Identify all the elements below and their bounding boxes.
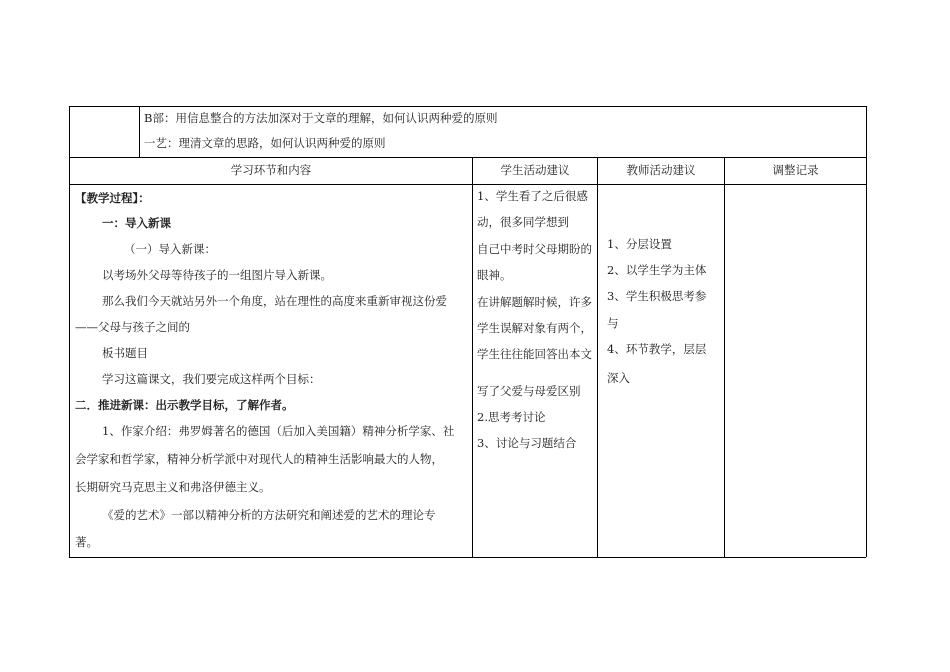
paragraph-5b: 会学家和哲学家，精神分析学派中对现代人的精神生活影响最大的人物， (75, 452, 443, 466)
student-line-5: 在讲解题解时候，许多 (477, 295, 592, 309)
student-line-4: 眼神。 (477, 268, 512, 282)
header-teacher-activity: 教师活动建议 (626, 163, 696, 177)
paragraph-5c: 长期研究马克思主义和弗洛伊德主义。 (75, 480, 271, 494)
top-section-divider (139, 106, 140, 157)
paragraph-5a: 1、作家介绍：弗罗姆著名的德国（后加入美国籍）精神分析学家、社 (102, 424, 455, 438)
step1-subheading: （一）导入新课： (124, 242, 216, 256)
table-right-border (866, 106, 867, 557)
student-line-2: 动，很多同学想到 (477, 215, 569, 229)
paragraph-2a: 那么我们今天就站另外一个角度，站在理性的高度来重新审视这份爱 (102, 294, 447, 308)
student-line-9: 2.思考考讨论 (477, 410, 546, 424)
col-divider-1 (472, 157, 473, 557)
table-bottom-border (69, 557, 866, 558)
process-title: 【教学过程】： (75, 191, 150, 205)
teacher-line-4: 与 (607, 316, 619, 330)
student-line-1: 1、学生看了之后很感 (477, 189, 588, 203)
student-line-3: 自己中考时父母期盼的 (477, 242, 592, 256)
header-adjust-record: 调整记录 (772, 163, 819, 177)
paragraph-6b: 著。 (75, 535, 98, 549)
header-learning-content: 学习环节和内容 (230, 163, 312, 177)
teacher-line-6: 深入 (607, 371, 630, 385)
teacher-line-5: 4、环节教学，层层 (607, 342, 707, 356)
paragraph-1: 以考场外父母等待孩子的一组图片导入新课。 (102, 268, 332, 282)
teacher-line-2: 2、以学生学为主体 (607, 263, 707, 277)
teacher-line-3: 3、学生积极思考参 (607, 289, 707, 303)
paragraph-6a: 《爱的艺术》一部以精神分析的方法研究和阐述爱的艺术的理论专 (102, 508, 436, 522)
col-divider-2 (597, 157, 598, 557)
paragraph-3: 板书题目 (102, 346, 148, 360)
student-line-10: 3、讨论与习题结合 (477, 436, 577, 450)
objective-line-b: B部：用信息整合的方法加深对于文章的理解，如何认识两种爱的原则 (144, 111, 498, 125)
step2-heading: 二．推进新课：出示教学目标，了解作者。 (75, 398, 294, 412)
objective-line-a: 一艺：理清文章的思路，如何认识两种爱的原则 (144, 136, 386, 150)
student-line-6: 学生误解对象有两个， (477, 321, 592, 335)
table-top-border (69, 106, 866, 107)
student-line-7: 学生往往能回答出本文 (477, 347, 592, 361)
adjust-record-cell (725, 185, 866, 557)
step1-heading: 一：导入新课 (102, 216, 171, 230)
paragraph-2b: ——父母与孩子之间的 (75, 320, 190, 334)
teacher-line-1: 1、分层设置 (607, 237, 672, 251)
paragraph-4: 学习这篇课文，我们要完成这样两个目标： (102, 372, 321, 386)
student-line-8: 写了父爱与母爱区别 (477, 384, 581, 398)
header-top-border (69, 157, 866, 158)
header-student-activity: 学生活动建议 (500, 163, 570, 177)
